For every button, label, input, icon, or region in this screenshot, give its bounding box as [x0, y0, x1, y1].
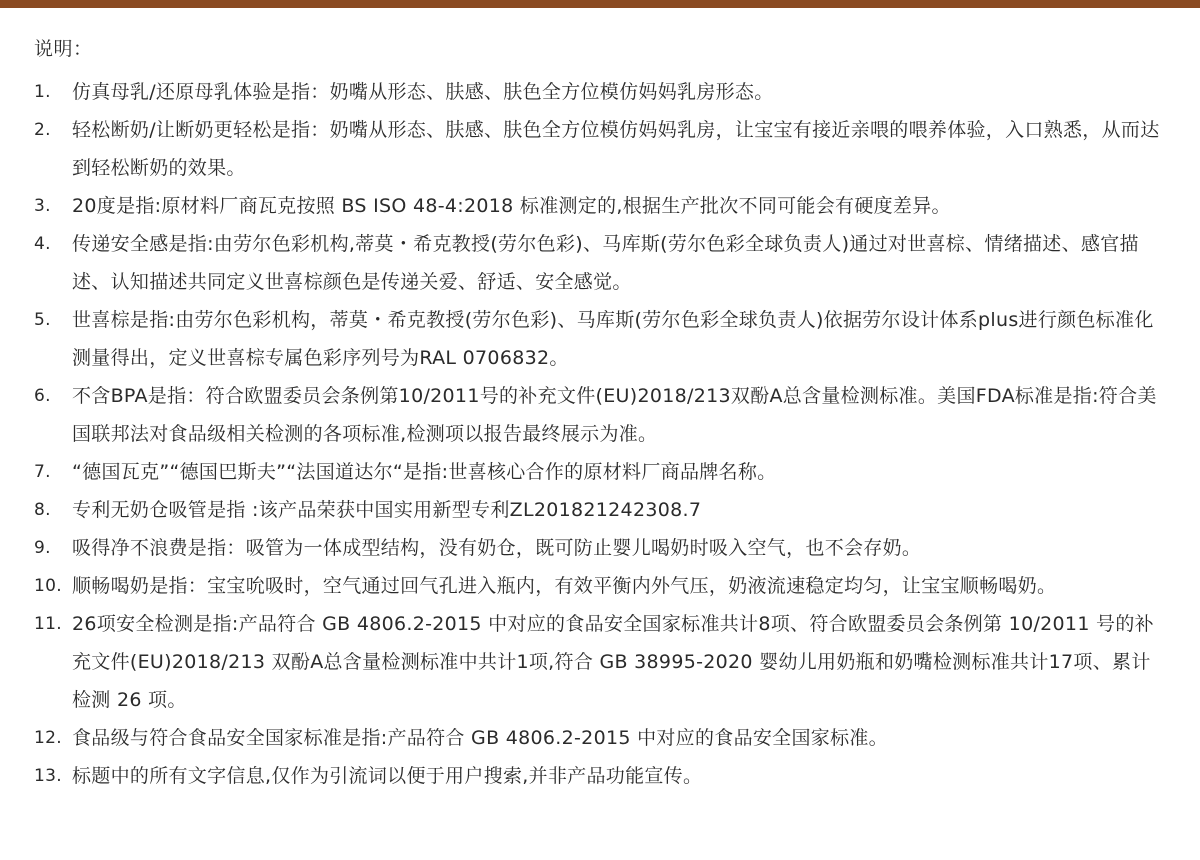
note-text: 标题中的所有文字信息,仅作为引流词以便于用户搜索,并非产品功能宣传。 — [72, 765, 703, 787]
top-accent-bar — [0, 0, 1200, 8]
note-item — [34, 529, 1164, 567]
note-number: 11. — [34, 614, 62, 634]
note-text: 20度是指:原材料厂商瓦克按照 BS ISO 48-4:2018 标准测定的,根据生产批次不同可能会有硬度差异。 — [72, 195, 951, 217]
notes-heading: 说明： — [34, 38, 93, 60]
notes-list — [34, 73, 1164, 795]
note-number: 12. — [34, 728, 62, 748]
note-text: 不含BPA是指：符合欧盟委员会条例第10/2011号的补充文件(EU)2018/213双酚A总含量检测标准。美国FDA标准是指:符合美国联邦法对食品级相关检测的各项标准,检测项以报告最终展示为准。 — [72, 385, 1157, 445]
note-text: 专利无奶仓吸管是指 :该产品荣获中国实用新型专利ZL201821242308.7 — [72, 499, 702, 521]
note-item — [34, 301, 1164, 377]
note-number: 8. — [34, 500, 51, 520]
note-item — [34, 377, 1164, 453]
note-number: 1. — [34, 82, 51, 102]
note-item — [34, 225, 1164, 301]
note-text: “德国瓦克”“德国巴斯夫”“法国道达尔“是指:世喜核心合作的原材料厂商品牌名称。 — [72, 461, 777, 483]
note-number: 10. — [34, 576, 62, 596]
note-number: 5. — [34, 310, 51, 330]
note-text: 传递安全感是指:由劳尔色彩机构,蒂莫・希克教授(劳尔色彩)、马库斯(劳尔色彩全球负责人)通过对世喜棕、情绪描述、感官描述、认知描述共同定义世喜棕颜色是传递关爱、舒适、安全感觉。 — [72, 233, 1139, 293]
note-number: 2. — [34, 120, 51, 140]
note-item — [34, 73, 1164, 111]
note-number: 3. — [34, 196, 51, 216]
note-text: 顺畅喝奶是指：宝宝吮吸时，空气通过回气孔进入瓶内，有效平衡内外气压，奶液流速稳定均匀，让宝宝顺畅喝奶。 — [72, 575, 1057, 597]
note-number: 13. — [34, 766, 62, 786]
note-item — [34, 757, 1164, 795]
note-number: 4. — [34, 234, 51, 254]
note-text: 26项安全检测是指:产品符合 GB 4806.2-2015 中对应的食品安全国家标准共计8项、符合欧盟委员会条例第 10/2011 号的补充文件(EU)2018/213 双酚A总含量检测标准中共计1项,符合 GB 38995-2020 婴幼儿用奶瓶和奶嘴检测标准共计17项、累计检测 26 项。 — [72, 613, 1154, 711]
note-item — [34, 567, 1164, 605]
note-text: 轻松断奶/让断奶更轻松是指：奶嘴从形态、肤感、肤色全方位模仿妈妈乳房，让宝宝有接近亲喂的喂养体验，入口熟悉，从而达到轻松断奶的效果。 — [72, 119, 1160, 179]
note-text: 世喜棕是指:由劳尔色彩机构，蒂莫・希克教授(劳尔色彩)、马库斯(劳尔色彩全球负责人)依据劳尔设计体系plus进行颜色标准化测量得出，定义世喜棕专属色彩序列号为RAL 0706832。 — [72, 309, 1154, 369]
note-item — [34, 187, 1164, 225]
note-item — [34, 605, 1164, 719]
note-item — [34, 453, 1164, 491]
note-item — [34, 719, 1164, 757]
note-number: 9. — [34, 538, 51, 558]
note-text: 食品级与符合食品安全国家标准是指:产品符合 GB 4806.2-2015 中对应的食品安全国家标准。 — [72, 727, 888, 749]
note-number: 6. — [34, 386, 51, 406]
note-number: 7. — [34, 462, 51, 482]
note-text: 吸得净不浪费是指：吸管为一体成型结构，没有奶仓，既可防止婴儿喝奶时吸入空气，也不会存奶。 — [72, 537, 922, 559]
notes-section — [34, 36, 1164, 795]
note-text: 仿真母乳/还原母乳体验是指：奶嘴从形态、肤感、肤色全方位模仿妈妈乳房形态。 — [72, 81, 774, 103]
note-item — [34, 111, 1164, 187]
note-item — [34, 491, 1164, 529]
